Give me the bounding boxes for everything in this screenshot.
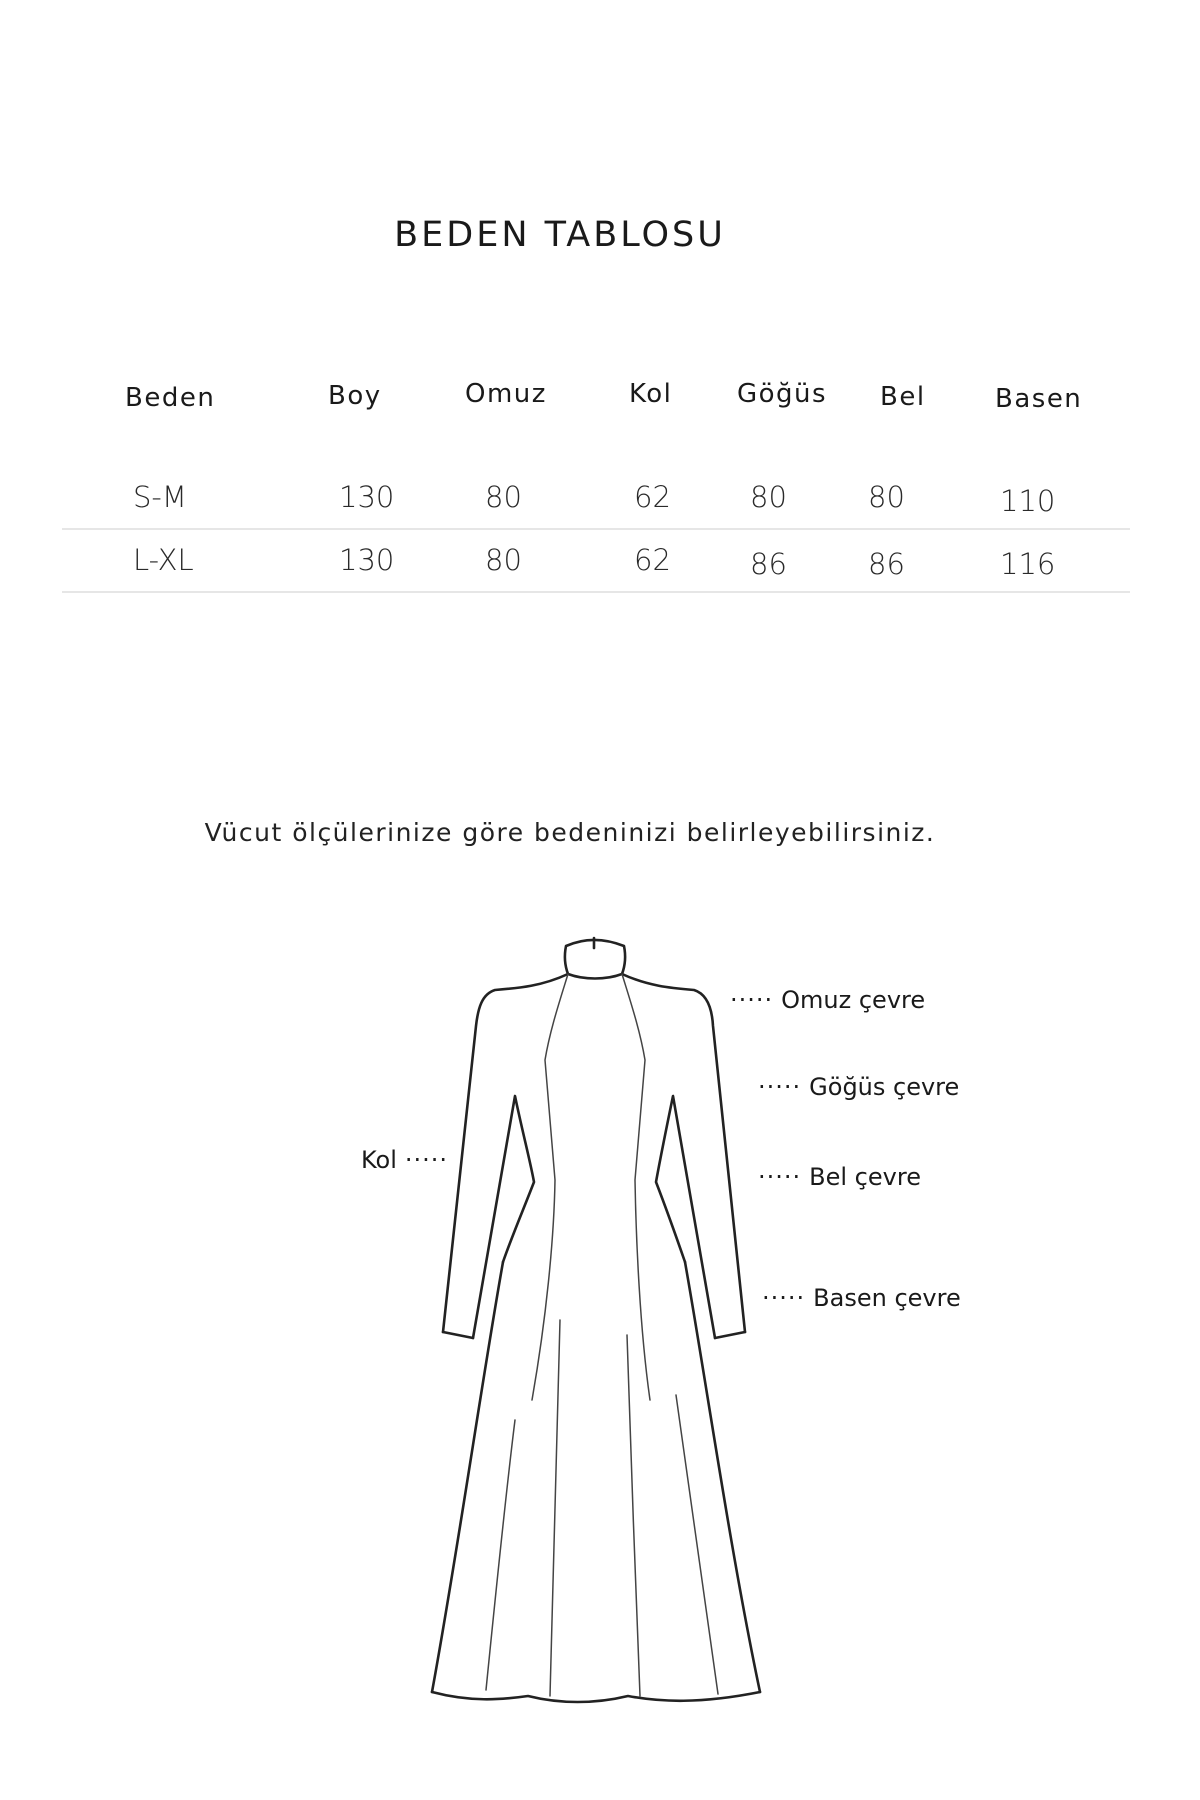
callout-dots: ····· bbox=[730, 986, 774, 1014]
callout-dots: ····· bbox=[758, 1163, 802, 1191]
callout-basen bbox=[762, 1284, 961, 1312]
cell-kol: 62 bbox=[634, 543, 671, 577]
callout-bel-label: Bel çevre bbox=[809, 1163, 921, 1191]
right-princess-seam bbox=[622, 974, 650, 1400]
callout-gogus bbox=[758, 1073, 959, 1101]
callout-omuz bbox=[730, 986, 925, 1014]
cell-beden: L-XL bbox=[133, 543, 194, 577]
cell-bel: 80 bbox=[868, 480, 905, 514]
header-kol: Kol bbox=[629, 379, 673, 409]
left-cuff bbox=[443, 1332, 473, 1338]
callout-basen-label: Basen çevre bbox=[813, 1284, 961, 1312]
cell-bel: 86 bbox=[868, 547, 905, 581]
cell-omuz: 80 bbox=[485, 480, 522, 514]
right-side-seam bbox=[656, 1096, 715, 1338]
header-omuz: Omuz bbox=[465, 379, 547, 409]
header-boy: Boy bbox=[328, 381, 382, 411]
skirt-right bbox=[685, 1262, 760, 1692]
cell-gogus: 80 bbox=[750, 480, 787, 514]
hem bbox=[432, 1692, 760, 1702]
dress-seams bbox=[486, 974, 718, 1696]
cell-gogus: 86 bbox=[750, 547, 787, 581]
callout-omuz-label: Omuz çevre bbox=[781, 986, 926, 1014]
left-princess-seam bbox=[532, 974, 568, 1400]
cell-kol: 62 bbox=[634, 480, 671, 514]
header-gogus: Göğüs bbox=[737, 379, 828, 409]
cell-basen: 110 bbox=[1000, 484, 1056, 518]
page-title: BEDEN TABLOSU bbox=[394, 215, 726, 255]
callout-bel bbox=[758, 1163, 921, 1191]
cell-basen: 116 bbox=[1000, 547, 1056, 581]
cell-boy: 130 bbox=[339, 543, 395, 577]
size-note: Vücut ölçülerinize göre bedeninizi belirleyebilirsiniz. bbox=[204, 818, 936, 847]
godet-line bbox=[627, 1335, 640, 1696]
callout-dots: ····· bbox=[404, 1146, 449, 1174]
cell-omuz: 80 bbox=[485, 543, 522, 577]
left-side-seam bbox=[473, 1096, 534, 1338]
godet-line bbox=[486, 1420, 515, 1690]
cell-beden: S-M bbox=[133, 480, 187, 514]
header-bel: Bel bbox=[880, 382, 926, 412]
header-beden: Beden bbox=[125, 383, 216, 413]
godet-line bbox=[550, 1320, 560, 1696]
callout-dots: ····· bbox=[758, 1073, 802, 1101]
godet-line bbox=[676, 1395, 718, 1694]
cell-boy: 130 bbox=[339, 480, 395, 514]
dress-outline bbox=[432, 938, 760, 1702]
callout-dots: ····· bbox=[762, 1284, 806, 1312]
header-basen: Basen bbox=[995, 384, 1083, 414]
callout-kol bbox=[361, 1146, 448, 1174]
callout-gogus-label: Göğüs çevre bbox=[809, 1073, 960, 1101]
callout-kol-label: Kol bbox=[361, 1146, 397, 1174]
right-cuff bbox=[715, 1332, 745, 1338]
